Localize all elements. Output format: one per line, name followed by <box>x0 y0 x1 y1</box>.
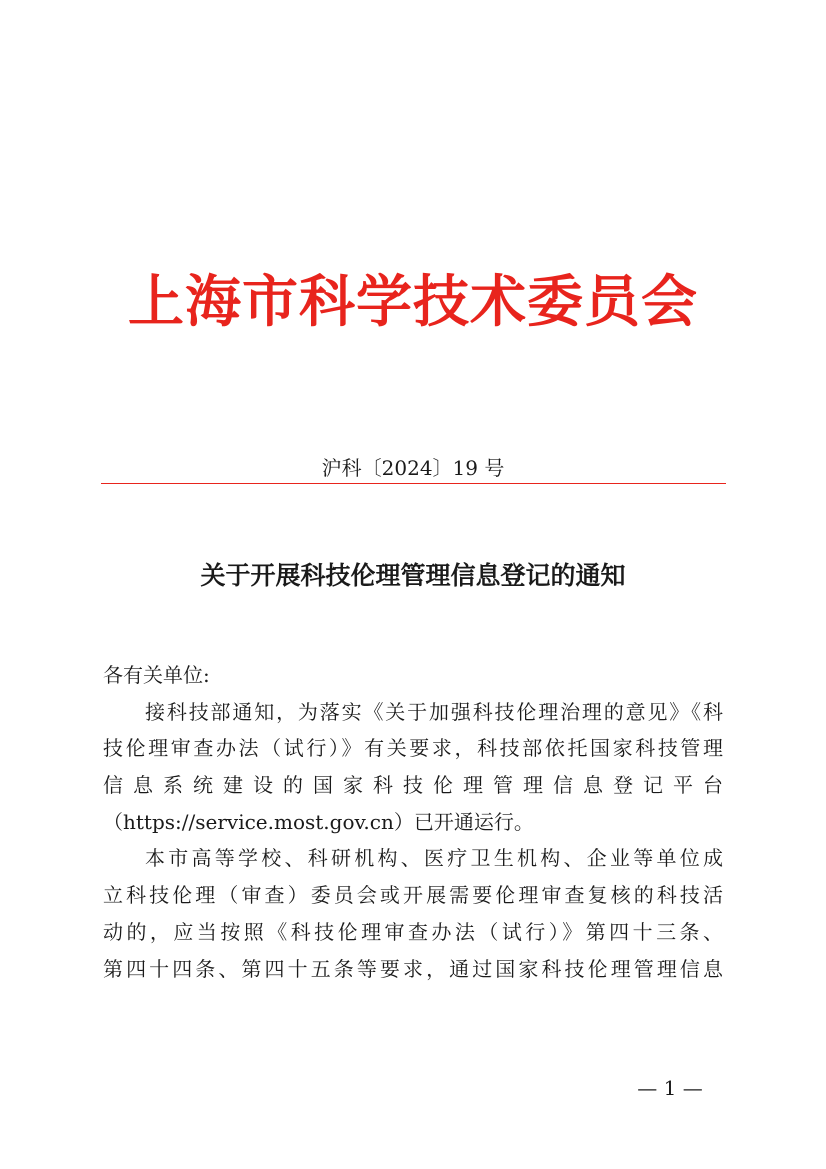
red-divider-line <box>101 483 726 484</box>
document-number: 沪科〔2024〕19 号 <box>321 456 505 480</box>
salutation: 各有关单位: <box>103 663 210 687</box>
paragraph-1-line: 信息系统建设的国家科技伦理管理信息登记平台 <box>103 773 723 798</box>
organization-header: 上海市科学技术委员会 <box>128 269 698 335</box>
paragraph-1-line: 接科技部通知，为落实《关于加强科技伦理治理的意见》《科 <box>145 699 723 724</box>
paragraph-2-line: 第四十四条、第四十五条等要求，通过国家科技伦理管理信息 <box>103 956 723 981</box>
paragraph-1-line: （https://service.most.gov.cn）已开通运行。 <box>103 809 534 834</box>
page-number: — 1 — <box>637 1076 703 1100</box>
paragraph-1-line: 技伦理审查办法（试行）》有关要求，科技部依托国家科技管理 <box>103 736 723 761</box>
notice-body <box>103 657 723 987</box>
paragraph-1 <box>103 694 723 841</box>
paragraph-2 <box>103 840 723 987</box>
paragraph-2-line: 本市高等学校、科研机构、医疗卫生机构、企业等单位成 <box>145 846 723 871</box>
paragraph-2-line: 立科技伦理（审查）委员会或开展需要伦理审查复核的科技活 <box>103 883 723 908</box>
notice-title: 关于开展科技伦理管理信息登记的通知 <box>200 561 626 590</box>
paragraph-2-line: 动的，应当按照《科技伦理审查办法（试行）》第四十三条、 <box>103 919 723 944</box>
